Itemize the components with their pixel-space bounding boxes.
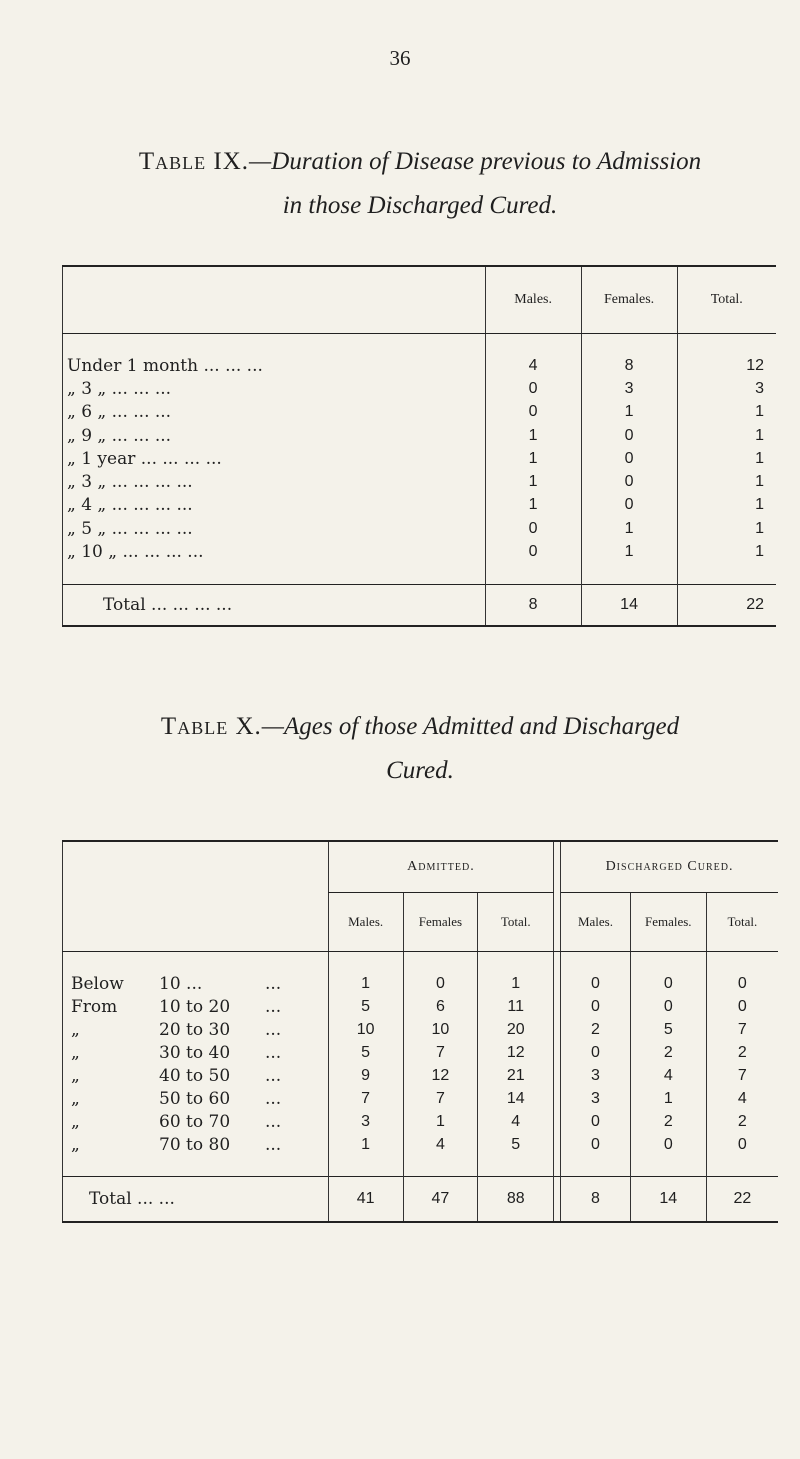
table-row: [63, 1064, 779, 1087]
cell-discharged-females: 5: [630, 1018, 706, 1041]
cell-total: 1: [677, 540, 776, 563]
row-label: [63, 1110, 329, 1133]
cell-admitted-males: 1: [328, 1133, 403, 1156]
cell-admitted-males: 3: [328, 1110, 403, 1133]
cell-males: 0: [485, 377, 581, 400]
table-row: [63, 517, 777, 540]
row-label: [63, 1018, 329, 1041]
cell-males: 1: [485, 447, 581, 470]
table10-header-admitted-total: Total.: [478, 893, 554, 952]
table-row: [63, 540, 777, 563]
cell-males: 1: [485, 494, 581, 517]
row-label: „ 4 „ ... ... ... ...: [67, 495, 193, 516]
cell-discharged-total: 0: [706, 995, 778, 1018]
cell-discharged-females: 0: [630, 972, 706, 995]
cell-discharged-total: 7: [706, 1018, 778, 1041]
cell-discharged-females: 4: [630, 1064, 706, 1087]
table10-total-discharged-females: 14: [630, 1177, 706, 1223]
table10-total-admitted-total: 88: [478, 1177, 554, 1223]
table10-header-discharged-males: Males.: [561, 893, 631, 952]
cell-discharged-males: 0: [591, 997, 600, 1015]
table10-total-admitted-females: 47: [403, 1177, 478, 1223]
row-range: 10 ...: [159, 973, 203, 994]
table10-total-row: [63, 1177, 779, 1223]
cell-total: 12: [677, 354, 776, 377]
row-label: [63, 1133, 329, 1156]
cell-females: 1: [581, 401, 677, 424]
cell-admitted-total: 12: [478, 1041, 554, 1064]
cell-discharged-females: 0: [630, 1133, 706, 1156]
table9-total-label: Total ... ... ... ...: [63, 584, 486, 626]
table10-group-row: [63, 841, 779, 893]
cell-discharged-males: 0: [591, 1135, 600, 1153]
row-dots: ...: [265, 1111, 282, 1132]
cell-discharged-total: 7: [706, 1064, 778, 1087]
cell-admitted-females: 12: [403, 1064, 478, 1087]
row-range: 70 to 80: [159, 1134, 231, 1155]
row-label: [63, 972, 329, 995]
cell-admitted-total: 11: [478, 995, 554, 1018]
row-label: [63, 1087, 329, 1110]
table10-group-discharged: Discharged Cured.: [561, 841, 778, 893]
row-prefix: „: [71, 1134, 80, 1155]
table-row: [63, 494, 777, 517]
table10-header-admitted-males: Males.: [328, 893, 403, 952]
cell-admitted-females: 4: [403, 1133, 478, 1156]
cell-admitted-males: 1: [328, 972, 403, 995]
table10-title-rest: —Ages of those Admitted and Discharged: [261, 713, 680, 740]
table-row: [63, 354, 777, 377]
cell-total: 1: [677, 494, 776, 517]
table9-total-males: 8: [485, 584, 581, 626]
cell-total: 1: [677, 424, 776, 447]
cell-males: 1: [485, 470, 581, 493]
page-number: 36: [389, 46, 411, 70]
cell-admitted-total: 4: [478, 1110, 554, 1133]
row-label: „ 5 „ ... ... ... ...: [67, 518, 193, 539]
row-range: 30 to 40: [159, 1042, 231, 1063]
row-range: 50 to 60: [159, 1088, 231, 1109]
row-prefix: „: [71, 1111, 80, 1132]
cell-females: 0: [581, 447, 677, 470]
cell-discharged-total: 0: [706, 972, 778, 995]
cell-admitted-males: 10: [328, 1018, 403, 1041]
table9-title-line2: in those Discharged Cured.: [282, 192, 558, 219]
row-label: „ 6 „ ... ... ...: [67, 402, 172, 423]
row-range: 60 to 70: [159, 1111, 231, 1132]
cell-admitted-total: 14: [478, 1087, 554, 1110]
row-dots: ...: [265, 996, 282, 1017]
table-row: [63, 972, 779, 995]
cell-females: 0: [581, 494, 677, 517]
cell-males: 0: [485, 540, 581, 563]
table9-header-females: Females.: [581, 266, 677, 334]
cell-total: 1: [677, 517, 776, 540]
cell-total: 1: [677, 447, 776, 470]
row-label: [63, 1064, 329, 1087]
table10-total-discharged-total: 22: [706, 1177, 778, 1223]
cell-discharged-females: 2: [630, 1041, 706, 1064]
table10-total-admitted-males: 41: [328, 1177, 403, 1223]
cell-admitted-females: 0: [403, 972, 478, 995]
row-prefix: From: [71, 996, 118, 1017]
table10-header-blank: [63, 841, 329, 952]
cell-discharged-females: 0: [630, 995, 706, 1018]
cell-discharged-total: 4: [706, 1087, 778, 1110]
row-prefix: „: [71, 1042, 80, 1063]
cell-males: 1: [485, 424, 581, 447]
row-dots: ...: [265, 973, 282, 994]
table9-header-row: [63, 266, 777, 334]
table9-header-total: Total.: [677, 266, 776, 334]
cell-admitted-females: 10: [403, 1018, 478, 1041]
cell-discharged-males: 3: [591, 1066, 600, 1084]
table9-title-lead: Table IX.: [138, 148, 250, 175]
row-dots: ...: [265, 1042, 282, 1063]
row-label: Under 1 month ... ... ...: [67, 355, 263, 376]
row-prefix: Below: [71, 973, 124, 994]
table-row: [63, 995, 779, 1018]
table-row: [63, 1018, 779, 1041]
table-row: [63, 1041, 779, 1064]
table9-total-total: 22: [677, 584, 776, 626]
table9-total-females: 14: [581, 584, 677, 626]
cell-total: 1: [677, 470, 776, 493]
table9-header-males: Males.: [485, 266, 581, 334]
cell-total: 3: [677, 377, 776, 400]
table9: [62, 265, 776, 627]
cell-discharged-males: 0: [591, 1043, 600, 1061]
cell-discharged-total: 2: [706, 1110, 778, 1133]
cell-discharged-females: 1: [630, 1087, 706, 1110]
table10-title-line2: Cured.: [386, 757, 454, 784]
table-row: [63, 1133, 779, 1156]
cell-admitted-total: 1: [478, 972, 554, 995]
cell-females: 1: [581, 540, 677, 563]
table10-header-discharged-total: Total.: [706, 893, 778, 952]
cell-discharged-males: 2: [591, 1020, 600, 1038]
cell-admitted-total: 5: [478, 1133, 554, 1156]
row-label: „ 1 year ... ... ... ...: [67, 448, 222, 469]
cell-admitted-males: 5: [328, 1041, 403, 1064]
row-prefix: „: [71, 1065, 80, 1086]
row-prefix: „: [71, 1088, 80, 1109]
cell-females: 0: [581, 470, 677, 493]
cell-discharged-males: 3: [591, 1089, 600, 1107]
table9-title-rest: —Duration of Disease previous to Admission: [249, 148, 702, 175]
cell-males: 0: [485, 517, 581, 540]
row-label: [63, 995, 329, 1018]
cell-total: 1: [677, 401, 776, 424]
row-label: „ 3 „ ... ... ...: [67, 378, 172, 399]
row-range: 20 to 30: [159, 1019, 231, 1040]
table9-title: [60, 140, 780, 228]
table-row: [63, 447, 777, 470]
cell-admitted-males: 7: [328, 1087, 403, 1110]
table10-header-admitted-females: Females: [403, 893, 478, 952]
table-row: [63, 424, 777, 447]
table10-title: [60, 705, 780, 793]
row-label: „ 9 „ ... ... ...: [67, 425, 172, 446]
cell-admitted-males: 9: [328, 1064, 403, 1087]
row-dots: ...: [265, 1134, 282, 1155]
cell-discharged-total: 0: [706, 1133, 778, 1156]
table10-total-label: Total ... ...: [63, 1177, 329, 1223]
cell-males: 0: [485, 401, 581, 424]
cell-females: 3: [581, 377, 677, 400]
table9-header-blank: [63, 266, 486, 334]
table10: [62, 840, 778, 1223]
cell-admitted-total: 21: [478, 1064, 554, 1087]
table-row: [63, 1110, 779, 1133]
cell-males: 4: [485, 354, 581, 377]
cell-discharged-total: 2: [706, 1041, 778, 1064]
cell-females: 0: [581, 424, 677, 447]
cell-admitted-total: 20: [478, 1018, 554, 1041]
cell-discharged-females: 2: [630, 1110, 706, 1133]
table10-total-discharged-males: 8: [561, 1177, 631, 1223]
cell-admitted-females: 7: [403, 1087, 478, 1110]
cell-females: 8: [581, 354, 677, 377]
cell-admitted-females: 1: [403, 1110, 478, 1133]
row-label: „ 3 „ ... ... ... ...: [67, 472, 193, 493]
table9-total-row: [63, 584, 777, 626]
table10-header-discharged-females: Females.: [630, 893, 706, 952]
row-dots: ...: [265, 1065, 282, 1086]
cell-females: 1: [581, 517, 677, 540]
cell-discharged-males: 0: [591, 1112, 600, 1130]
row-dots: ...: [265, 1088, 282, 1109]
cell-admitted-males: 5: [328, 995, 403, 1018]
row-range: 10 to 20: [159, 996, 231, 1017]
row-prefix: „: [71, 1019, 80, 1040]
row-dots: ...: [265, 1019, 282, 1040]
row-range: 40 to 50: [159, 1065, 231, 1086]
cell-admitted-females: 6: [403, 995, 478, 1018]
cell-discharged-males: 0: [591, 974, 600, 992]
cell-admitted-females: 7: [403, 1041, 478, 1064]
table-row: [63, 377, 777, 400]
table-row: [63, 470, 777, 493]
table-row: [63, 401, 777, 424]
table-row: [63, 1087, 779, 1110]
table10-title-lead: Table X.: [160, 713, 262, 740]
row-label: „ 10 „ ... ... ... ...: [67, 542, 204, 563]
table10-group-admitted: Admitted.: [328, 841, 553, 893]
row-label: [63, 1041, 329, 1064]
